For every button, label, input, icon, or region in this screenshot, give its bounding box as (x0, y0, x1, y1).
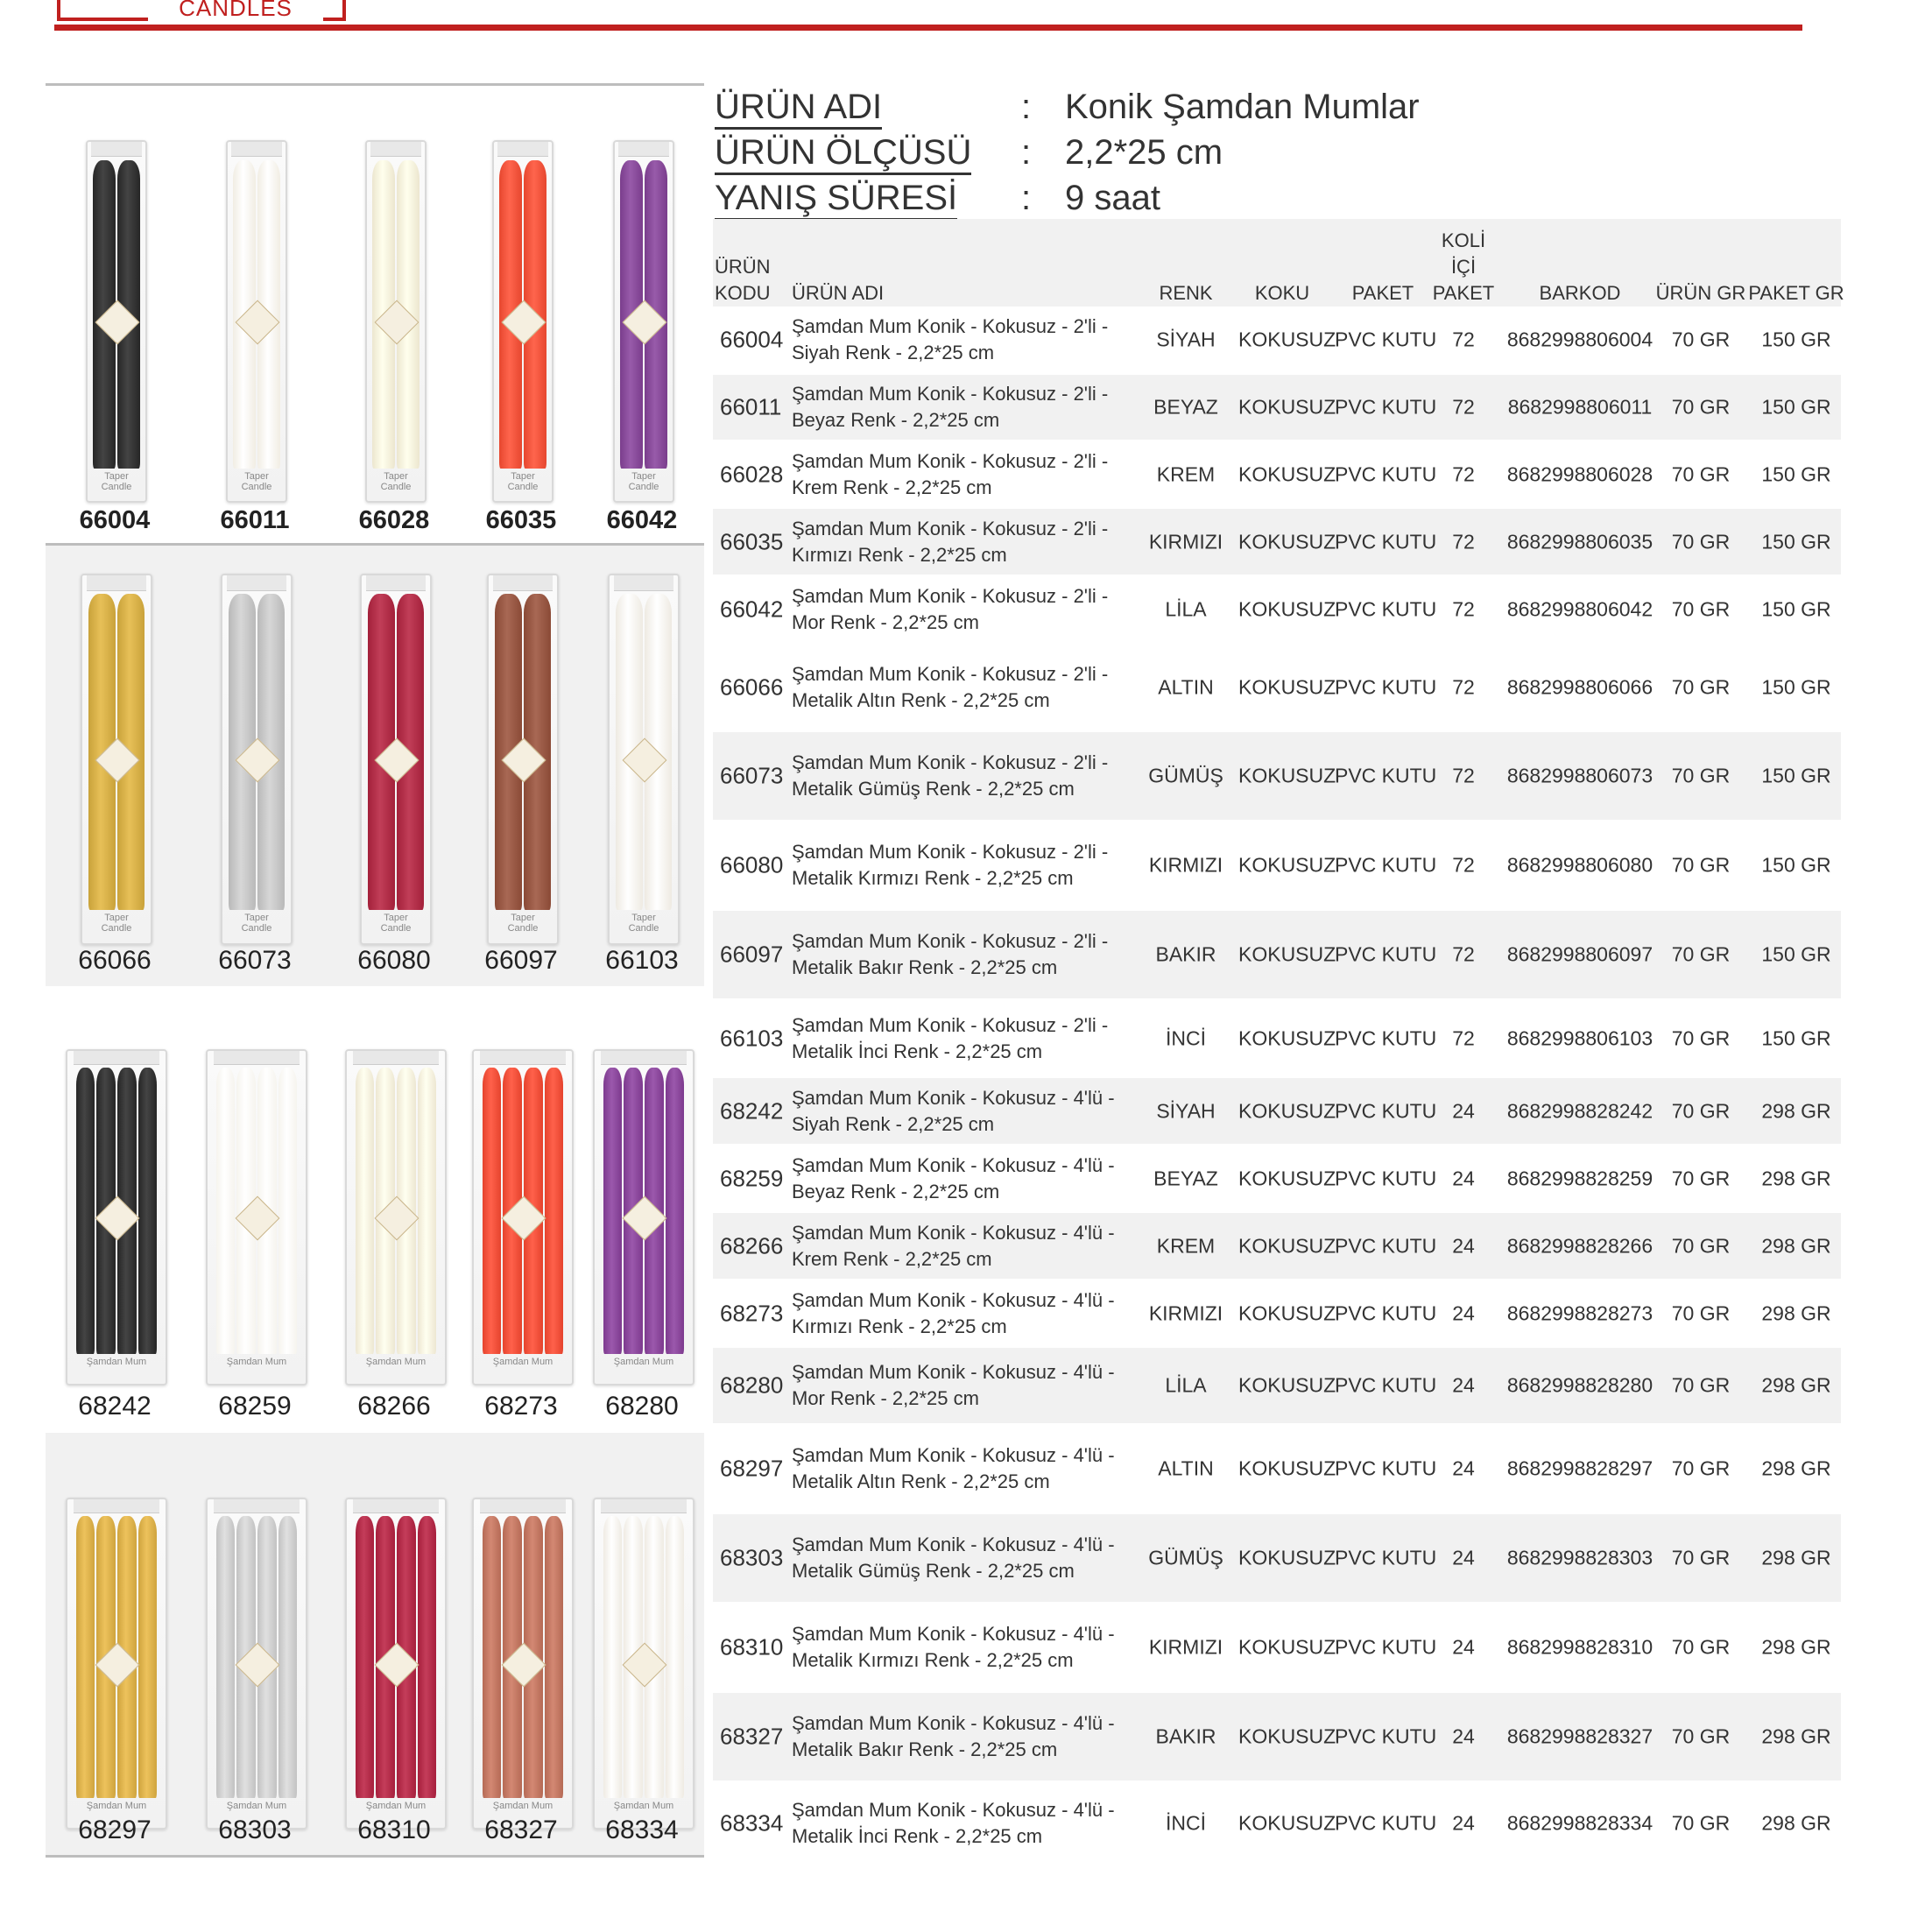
cell-barcode: 8682998828242 (1506, 1099, 1653, 1122)
cell-color: KIRMIZI (1148, 1635, 1223, 1659)
table-row (713, 1604, 1841, 1691)
brand-logo-frame (57, 0, 346, 21)
package-tag: Taper Candle (241, 913, 272, 934)
table-row (713, 307, 1841, 373)
cell-code: 66103 (720, 1025, 784, 1051)
gallery-product-code: 68242 (78, 1392, 152, 1421)
gallery-product-code: 68280 (605, 1392, 679, 1421)
cell-case: 24 (1452, 1635, 1475, 1659)
cell-barcode: 8682998828310 (1506, 1635, 1653, 1659)
cell-package-weight: 298 GR (1761, 1099, 1831, 1122)
cell-item-weight: 70 GR (1671, 1724, 1731, 1748)
cell-code: 66035 (720, 528, 784, 554)
cell-package-weight: 150 GR (1761, 853, 1831, 877)
candle-package-image (487, 574, 559, 945)
gallery-product-code: 66042 (606, 506, 678, 534)
cell-case: 72 (1452, 942, 1475, 966)
header-color: RENK (1159, 282, 1213, 304)
candle-package-image (593, 1498, 695, 1830)
cell-package: PVC KUTU (1335, 1099, 1437, 1122)
gallery-bottom-rule (46, 1855, 704, 1858)
info-value: Konik Şamdan Mumlar (1065, 88, 1420, 126)
cell-package: PVC KUTU (1335, 1167, 1437, 1189)
cell-code: 68327 (720, 1723, 784, 1750)
cell-code: 66042 (720, 596, 784, 622)
cell-item-weight: 70 GR (1671, 1167, 1731, 1189)
table-row (713, 375, 1841, 440)
cell-color: SİYAH (1156, 328, 1216, 351)
header-package: PAKET (1351, 282, 1414, 304)
cell-scent: KOKUSUZ (1238, 1026, 1336, 1049)
cell-barcode: 8682998828334 (1506, 1811, 1653, 1834)
table-row (713, 1213, 1841, 1279)
cell-code: 66097 (720, 941, 784, 968)
cell-name: Şamdan Mum Konik - Kokusuz - 4'lü - Mor Renk - 2,2*25 cm (792, 1361, 1115, 1409)
cell-item-weight: 70 GR (1671, 1546, 1731, 1569)
cell-package: PVC KUTU (1335, 942, 1437, 966)
candle-package-image (206, 1049, 307, 1386)
cell-color: KIRMIZI (1148, 1301, 1223, 1324)
cell-color: BAKIR (1155, 1724, 1216, 1748)
candle-package-image (226, 140, 287, 503)
cell-color: KIRMIZI (1148, 530, 1223, 553)
cell-scent: KOKUSUZ (1238, 675, 1336, 698)
cell-scent: KOKUSUZ (1238, 1456, 1336, 1480)
gallery-product-code: 66011 (220, 506, 290, 534)
package-tag: Şamdan Mum (492, 1356, 554, 1367)
table-row (713, 1000, 1841, 1076)
cell-scent: KOKUSUZ (1238, 1546, 1336, 1569)
table-row (713, 1514, 1841, 1602)
cell-case: 24 (1452, 1811, 1475, 1834)
brand-logo-text: CANDLES (148, 0, 323, 21)
package-tag: Şamdan Mum (365, 1801, 427, 1811)
cell-code: 68266 (720, 1232, 784, 1259)
cell-case: 72 (1452, 328, 1475, 351)
candle-package-image (613, 140, 674, 503)
candle-package-image (608, 574, 680, 945)
package-tag: Şamdan Mum (492, 1801, 554, 1811)
cell-scent: KOKUSUZ (1238, 597, 1336, 620)
cell-name: Şamdan Mum Konik - Kokusuz - 4'lü - Kırmızı Renk - 2,2*25 cm (792, 1288, 1115, 1337)
cell-barcode: 8682998806066 (1506, 675, 1653, 698)
cell-package: PVC KUTU (1335, 1456, 1437, 1480)
cell-name: Şamdan Mum Konik - Kokusuz - 4'lü - Siyah Renk - 2,2*25 cm (792, 1086, 1115, 1135)
cell-package-weight: 298 GR (1761, 1373, 1831, 1397)
cell-package: PVC KUTU (1335, 1234, 1437, 1257)
cell-package-weight: 150 GR (1761, 395, 1831, 419)
cell-barcode: 8682998828303 (1506, 1546, 1653, 1569)
gallery-product-code: 68303 (218, 1816, 292, 1844)
candle-package-image (66, 1498, 167, 1830)
cell-scent: KOKUSUZ (1238, 942, 1336, 966)
cell-item-weight: 70 GR (1671, 530, 1731, 553)
cell-color: ALTIN (1158, 675, 1214, 698)
candle-package-image (345, 1049, 447, 1386)
cell-code: 66073 (720, 762, 784, 789)
cell-package-weight: 150 GR (1761, 675, 1831, 698)
cell-name: Şamdan Mum Konik - Kokusuz - 2'li - Metalik Gümüş Renk - 2,2*25 cm (792, 751, 1109, 800)
cell-name: Şamdan Mum Konik - Kokusuz - 4'lü - Metalik İnci Renk - 2,2*25 cm (792, 1798, 1115, 1847)
info-colon: : (1021, 179, 1032, 217)
candle-package-image (206, 1498, 307, 1830)
cell-barcode: 8682998828266 (1506, 1234, 1653, 1257)
header-case: KOLİ İÇİ PAKET (1432, 229, 1495, 304)
candle-package-image (360, 574, 432, 945)
cell-barcode: 8682998806097 (1506, 942, 1653, 966)
cell-item-weight: 70 GR (1671, 764, 1731, 787)
cell-name: Şamdan Mum Konik - Kokusuz - 2'li - Metalik Bakır Renk - 2,2*25 cm (792, 930, 1109, 978)
cell-item-weight: 70 GR (1671, 1811, 1731, 1834)
cell-code: 66011 (720, 393, 782, 420)
cell-package-weight: 298 GR (1761, 1234, 1831, 1257)
table-row (713, 1693, 1841, 1780)
cell-color: KIRMIZI (1148, 853, 1223, 877)
cell-package: PVC KUTU (1335, 853, 1437, 877)
gallery-product-code: 68297 (78, 1816, 152, 1844)
cell-name: Şamdan Mum Konik - Kokusuz - 4'lü - Krem Renk - 2,2*25 cm (792, 1221, 1115, 1270)
cell-item-weight: 70 GR (1671, 1301, 1731, 1324)
cell-case: 24 (1452, 1456, 1475, 1480)
package-tag: Taper Candle (380, 471, 412, 492)
cell-package-weight: 298 GR (1761, 1546, 1831, 1569)
cell-item-weight: 70 GR (1671, 1026, 1731, 1049)
info-label: YANIŞ SÜRESİ (715, 179, 957, 221)
cell-scent: KOKUSUZ (1238, 1234, 1336, 1257)
candle-package-image (86, 140, 147, 503)
package-tag: Taper Candle (380, 913, 412, 934)
cell-package-weight: 150 GR (1761, 530, 1831, 553)
cell-scent: KOKUSUZ (1238, 462, 1336, 485)
table-row (713, 732, 1841, 820)
cell-item-weight: 70 GR (1671, 675, 1731, 698)
cell-barcode: 8682998806103 (1506, 1026, 1653, 1049)
gallery-product-code: 66035 (485, 506, 557, 534)
candle-package-image (472, 1498, 574, 1830)
table-row (713, 911, 1841, 998)
info-value: 2,2*25 cm (1065, 133, 1223, 172)
table-row (713, 644, 1841, 730)
gallery-product-code: 66066 (78, 946, 152, 975)
cell-name: Şamdan Mum Konik - Kokusuz - 2'li - Siyah Renk - 2,2*25 cm (792, 315, 1109, 363)
cell-item-weight: 70 GR (1671, 1456, 1731, 1480)
cell-name: Şamdan Mum Konik - Kokusuz - 2'li - Beyaz Renk - 2,2*25 cm (792, 383, 1109, 431)
cell-item-weight: 70 GR (1671, 1099, 1731, 1122)
cell-item-weight: 70 GR (1671, 853, 1731, 877)
package-tag: Taper Candle (628, 471, 659, 492)
cell-name: Şamdan Mum Konik - Kokusuz - 2'li - Mor Renk - 2,2*25 cm (792, 584, 1109, 633)
candle-package-image (492, 140, 554, 503)
cell-package: PVC KUTU (1335, 328, 1437, 351)
info-colon: : (1021, 133, 1032, 172)
cell-color: LİLA (1165, 1373, 1207, 1397)
cell-barcode: 8682998806004 (1506, 328, 1653, 351)
gallery-product-code: 68327 (484, 1816, 558, 1844)
candle-package-image (221, 574, 293, 945)
header-code: ÜRÜN KODU (715, 256, 771, 304)
cell-package: PVC KUTU (1335, 1811, 1437, 1834)
cell-package: PVC KUTU (1335, 675, 1437, 698)
cell-package-weight: 298 GR (1761, 1811, 1831, 1834)
cell-scent: KOKUSUZ (1238, 1635, 1336, 1659)
cell-package: PVC KUTU (1335, 597, 1437, 620)
gallery-product-code: 68334 (605, 1816, 679, 1844)
cell-item-weight: 70 GR (1671, 1234, 1731, 1257)
gallery-product-code: 66097 (484, 946, 558, 975)
cell-barcode: 8682998806035 (1506, 530, 1653, 553)
table-header (713, 219, 1844, 307)
cell-code: 68259 (720, 1165, 784, 1191)
cell-case: 24 (1452, 1373, 1475, 1397)
cell-barcode: 8682998828280 (1506, 1373, 1653, 1397)
info-label: ÜRÜN ADI (715, 88, 882, 130)
cell-name: Şamdan Mum Konik - Kokusuz - 2'li - Krem Renk - 2,2*25 cm (792, 449, 1109, 498)
package-tag: Şamdan Mum (86, 1356, 147, 1367)
cell-item-weight: 70 GR (1671, 942, 1731, 966)
cell-scent: KOKUSUZ (1238, 853, 1336, 877)
cell-case: 24 (1452, 1546, 1475, 1569)
package-tag: Şamdan Mum (613, 1801, 674, 1811)
cell-package-weight: 150 GR (1761, 764, 1831, 787)
gallery-product-code: 68273 (484, 1392, 558, 1421)
cell-package-weight: 298 GR (1761, 1456, 1831, 1480)
cell-code: 66080 (720, 851, 784, 878)
cell-barcode: 8682998828327 (1506, 1724, 1653, 1748)
cell-color: ALTIN (1158, 1456, 1214, 1480)
cell-package: PVC KUTU (1335, 1546, 1437, 1569)
cell-item-weight: 70 GR (1671, 1635, 1731, 1659)
info-value: 9 saat (1065, 179, 1160, 217)
gallery-product-code: 68310 (357, 1816, 431, 1844)
header-rule (54, 25, 1802, 31)
table-row (713, 821, 1841, 909)
table-row (713, 576, 1841, 642)
cell-color: SİYAH (1156, 1099, 1216, 1122)
cell-scent: KOKUSUZ (1238, 1301, 1336, 1324)
cell-package: PVC KUTU (1335, 1724, 1437, 1748)
cell-case: 24 (1452, 1167, 1475, 1189)
cell-package-weight: 150 GR (1761, 1026, 1831, 1049)
cell-package: PVC KUTU (1335, 1373, 1437, 1397)
cell-code: 66066 (720, 673, 784, 700)
gallery-product-code: 66004 (79, 506, 151, 534)
cell-code: 68303 (720, 1544, 784, 1571)
package-tag: Taper Candle (101, 471, 132, 492)
cell-package-weight: 298 GR (1761, 1167, 1831, 1189)
table-row (713, 1146, 1841, 1211)
gallery-product-code: 66073 (218, 946, 292, 975)
cell-case: 72 (1452, 764, 1475, 787)
table-row (713, 1078, 1841, 1144)
cell-name: Şamdan Mum Konik - Kokusuz - 4'lü - Metalik Kırmızı Renk - 2,2*25 cm (792, 1623, 1115, 1671)
package-tag: Şamdan Mum (86, 1801, 147, 1811)
header-name: ÜRÜN ADI (792, 282, 885, 304)
cell-color: LİLA (1165, 597, 1207, 620)
cell-code: 68280 (720, 1371, 784, 1399)
gallery-product-code: 66080 (357, 946, 431, 975)
cell-color: BAKIR (1155, 942, 1216, 966)
cell-scent: KOKUSUZ (1238, 1167, 1336, 1189)
package-tag: Taper Candle (628, 913, 659, 934)
cell-case: 72 (1452, 395, 1475, 419)
cell-name: Şamdan Mum Konik - Kokusuz - 4'lü - Metalik Altın Renk - 2,2*25 cm (792, 1444, 1115, 1492)
cell-item-weight: 70 GR (1671, 462, 1731, 485)
cell-case: 72 (1452, 597, 1475, 620)
cell-barcode: 8682998828273 (1506, 1301, 1653, 1324)
header-scent: KOKU (1254, 282, 1310, 304)
cell-package: PVC KUTU (1335, 530, 1437, 553)
candle-package-image (345, 1498, 447, 1830)
table-row (713, 509, 1841, 575)
cell-package-weight: 298 GR (1761, 1724, 1831, 1748)
package-tag: Taper Candle (507, 471, 539, 492)
table-row (713, 1348, 1841, 1423)
cell-name: Şamdan Mum Konik - Kokusuz - 2'li - Metalik İnci Renk - 2,2*25 cm (792, 1013, 1109, 1062)
cell-code: 68334 (720, 1809, 784, 1836)
package-tag: Şamdan Mum (365, 1356, 427, 1367)
cell-case: 72 (1452, 675, 1475, 698)
candle-package-image (593, 1049, 695, 1386)
cell-case: 72 (1452, 462, 1475, 485)
info-colon: : (1021, 88, 1032, 126)
cell-package: PVC KUTU (1335, 764, 1437, 787)
cell-name: Şamdan Mum Konik - Kokusuz - 2'li - Kırmızı Renk - 2,2*25 cm (792, 517, 1109, 566)
table-row (713, 1781, 1841, 1865)
cell-case: 24 (1452, 1099, 1475, 1122)
package-tag: Şamdan Mum (613, 1356, 674, 1367)
package-tag: Şamdan Mum (226, 1356, 287, 1367)
header-package-weight: PAKET GR (1748, 282, 1844, 304)
cell-color: GÜMÜŞ (1148, 764, 1223, 787)
cell-color: KREM (1156, 462, 1216, 485)
cell-name: Şamdan Mum Konik - Kokusuz - 2'li - Metalik Kırmızı Renk - 2,2*25 cm (792, 841, 1109, 889)
package-tag: Taper Candle (101, 913, 132, 934)
cell-package: PVC KUTU (1335, 395, 1437, 419)
candle-package-image (66, 1049, 167, 1386)
cell-case: 72 (1452, 1026, 1475, 1049)
cell-code: 68310 (720, 1633, 784, 1661)
cell-name: Şamdan Mum Konik - Kokusuz - 4'lü - Metalik Bakır Renk - 2,2*25 cm (792, 1712, 1115, 1760)
candle-package-image (472, 1049, 574, 1386)
cell-package-weight: 150 GR (1761, 597, 1831, 620)
cell-scent: KOKUSUZ (1238, 1724, 1336, 1748)
info-label: ÜRÜN ÖLÇÜSÜ (715, 133, 971, 175)
gallery-product-code: 66103 (605, 946, 679, 975)
cell-scent: KOKUSUZ (1238, 328, 1336, 351)
cell-scent: KOKUSUZ (1238, 530, 1336, 553)
table-row (713, 1425, 1841, 1512)
cell-color: İNCİ (1166, 1026, 1206, 1049)
candle-package-image (365, 140, 427, 503)
cell-item-weight: 70 GR (1671, 597, 1731, 620)
cell-case: 72 (1452, 530, 1475, 553)
cell-case: 24 (1452, 1724, 1475, 1748)
cell-code: 68297 (720, 1455, 784, 1482)
cell-package-weight: 150 GR (1761, 942, 1831, 966)
cell-code: 66028 (720, 461, 784, 487)
cell-package: PVC KUTU (1335, 1301, 1437, 1324)
cell-scent: KOKUSUZ (1238, 764, 1336, 787)
table-row (713, 441, 1841, 507)
cell-barcode: 8682998806073 (1506, 764, 1653, 787)
cell-package: PVC KUTU (1335, 1635, 1437, 1659)
cell-barcode: 8682998806011 (1507, 395, 1653, 419)
cell-package-weight: 298 GR (1761, 1635, 1831, 1659)
cell-item-weight: 70 GR (1671, 1373, 1731, 1397)
package-tag: Taper Candle (241, 471, 272, 492)
header-barcode: BARKOD (1539, 282, 1621, 304)
cell-code: 68242 (720, 1097, 784, 1124)
cell-case: 24 (1452, 1234, 1475, 1257)
package-tag: Taper Candle (507, 913, 539, 934)
cell-color: GÜMÜŞ (1148, 1546, 1223, 1569)
candle-package-image (81, 574, 152, 945)
cell-barcode: 8682998806028 (1506, 462, 1653, 485)
cell-name: Şamdan Mum Konik - Kokusuz - 4'lü - Metalik Gümüş Renk - 2,2*25 cm (792, 1534, 1115, 1582)
gallery-product-code: 68266 (357, 1392, 431, 1421)
cell-case: 72 (1452, 853, 1475, 877)
cell-barcode: 8682998806042 (1506, 597, 1653, 620)
cell-scent: KOKUSUZ (1238, 1811, 1336, 1834)
package-tag: Şamdan Mum (226, 1801, 287, 1811)
cell-barcode: 8682998828259 (1506, 1167, 1653, 1189)
cell-scent: KOKUSUZ (1238, 1099, 1336, 1122)
cell-barcode: 8682998806080 (1506, 853, 1653, 877)
cell-color: KREM (1156, 1234, 1216, 1257)
cell-barcode: 8682998828297 (1506, 1456, 1653, 1480)
cell-name: Şamdan Mum Konik - Kokusuz - 2'li - Metalik Altın Renk - 2,2*25 cm (792, 662, 1109, 711)
cell-name: Şamdan Mum Konik - Kokusuz - 4'lü - Beyaz Renk - 2,2*25 cm (792, 1153, 1115, 1202)
cell-item-weight: 70 GR (1671, 395, 1731, 419)
header-item-weight: ÜRÜN GR (1655, 282, 1746, 304)
cell-code: 66004 (720, 326, 784, 353)
cell-color: BEYAZ (1153, 395, 1218, 419)
cell-code: 68273 (720, 1300, 784, 1326)
table-row (713, 1280, 1841, 1346)
cell-package-weight: 298 GR (1761, 1301, 1831, 1324)
cell-scent: KOKUSUZ (1238, 395, 1336, 419)
cell-case: 24 (1452, 1301, 1475, 1324)
cell-item-weight: 70 GR (1671, 328, 1731, 351)
cell-scent: KOKUSUZ (1238, 1373, 1336, 1397)
cell-package: PVC KUTU (1335, 1026, 1437, 1049)
cell-color: İNCİ (1166, 1811, 1206, 1834)
gallery-product-code: 68259 (218, 1392, 292, 1421)
gallery-product-code: 66028 (358, 506, 430, 534)
cell-package-weight: 150 GR (1761, 328, 1831, 351)
cell-color: BEYAZ (1153, 1167, 1218, 1189)
cell-package: PVC KUTU (1335, 462, 1437, 485)
cell-package-weight: 150 GR (1761, 462, 1831, 485)
